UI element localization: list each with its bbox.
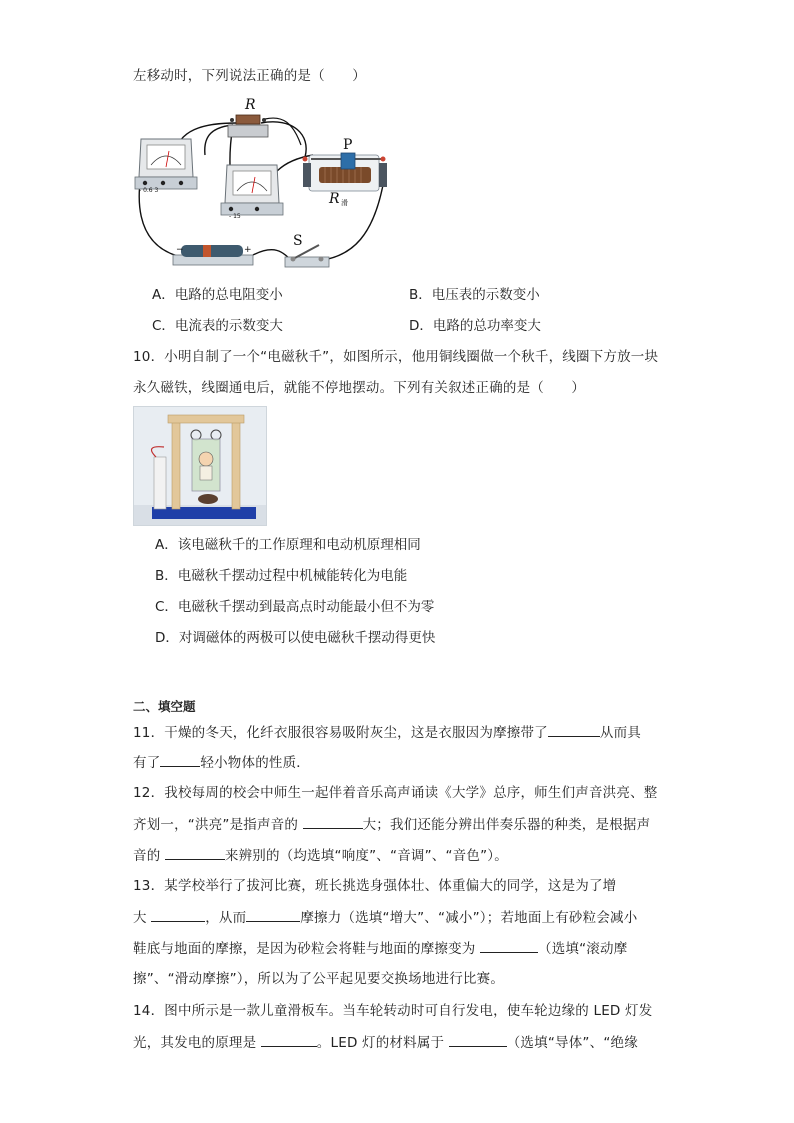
q13-line2: 大 ，从而 摩擦力（选填“增大”、“减小”）；若地面上有砂粒会减小	[133, 907, 637, 928]
q12-blank-1[interactable]	[303, 814, 363, 829]
swing-photo	[133, 406, 267, 526]
q14-line2: 光，其发电的原理是 。LED 灯的材料属于 （选填“导体”、“绝缘	[133, 1032, 638, 1053]
q10-option-d[interactable]: D．对调磁体的两极可以使电磁秋千摆动得更快	[155, 630, 436, 646]
label-p: P	[343, 137, 353, 153]
q9-option-c[interactable]: C．电流表的示数变大	[152, 318, 283, 334]
q13-blank-3[interactable]	[480, 938, 538, 953]
q10-option-a[interactable]: A．该电磁秋千的工作原理和电动机原理相同	[155, 537, 421, 553]
label-r-slide-sub: 滑	[341, 199, 348, 207]
label-r: R	[245, 97, 256, 113]
q13-blank-1[interactable]	[151, 907, 205, 922]
q13-blank-2[interactable]	[246, 907, 300, 922]
battery	[173, 245, 253, 265]
q12-line3: 音的 来辨别的（均选填“响度”、“音调”、“音色”）。	[133, 845, 508, 866]
q10-option-c[interactable]: C．电磁秋千摆动到最高点时动能最小但不为零	[155, 599, 435, 615]
q14-blank-2[interactable]	[449, 1032, 507, 1047]
rheostat	[303, 153, 388, 191]
q11-blank-1[interactable]	[548, 722, 600, 737]
q10-option-b[interactable]: B．电磁秋千摆动过程中机械能转化为电能	[155, 568, 408, 584]
q12-blank-2[interactable]	[165, 845, 225, 860]
q11-line1: 11．干燥的冬天，化纤衣服很容易吸附灰尘，这是衣服因为摩擦带了 从而具	[133, 722, 641, 743]
switch-s	[285, 245, 329, 267]
q10-stem-line1: 10．小明自制了一个“电磁秋千”，如图所示，他用铜线圈做一个秋千，线圈下方放一块	[133, 349, 659, 365]
q9-option-a[interactable]: A．电路的总电阻变小	[152, 287, 283, 303]
svg-text:−: −	[176, 245, 184, 255]
q9-option-d[interactable]: D．电路的总功率变大	[409, 318, 541, 334]
q9-stem-tail: 左移动时，下列说法正确的是（ ）	[133, 68, 366, 84]
q14-line1: 14．图中所示是一款儿童滑板车。当车轮转动时可自行发电，使车轮边缘的 LED 灯发	[133, 1003, 653, 1019]
svg-text:- 0.6 3: - 0.6 3	[139, 187, 159, 194]
ammeter	[135, 139, 197, 194]
q9-option-b[interactable]: B．电压表的示数变小	[409, 287, 540, 303]
q11-blank-2[interactable]	[160, 752, 200, 767]
q12-line1: 12．我校每周的校会中师生一起伴着音乐高声诵读《大学》总序，师生们声音洪亮、整	[133, 785, 658, 801]
label-s: S	[293, 233, 303, 249]
svg-text:+: +	[244, 245, 252, 255]
q14-blank-1[interactable]	[261, 1032, 317, 1047]
voltmeter	[221, 165, 283, 220]
q11-line2: 有了 轻小物体的性质．	[133, 752, 310, 773]
q13-line3: 鞋底与地面的摩擦，是因为砂粒会将鞋与地面的摩擦变为 （选填“滚动摩	[133, 938, 627, 959]
q10-stem-line2: 永久磁铁，线圈通电后，就能不停地摆动。下列有关叙述正确的是（ ）	[133, 380, 586, 396]
resistor-r	[228, 115, 268, 137]
q12-line2: 齐划一，“洪亮”是指声音的 大；我们还能分辨出伴奏乐器的种类，是根据声	[133, 814, 650, 835]
q13-line4: 擦”、“滑动摩擦”），所以为了公平起见要交换场地进行比赛。	[133, 971, 505, 987]
section-title: 二、填空题	[133, 699, 196, 714]
svg-text:- 15: - 15	[229, 213, 241, 220]
circuit-diagram	[133, 95, 393, 275]
q13-line1: 13．某学校举行了拔河比赛，班长挑选身强体壮、体重偏大的同学，这是为了增	[133, 878, 617, 894]
label-r-slide: R	[329, 191, 340, 207]
